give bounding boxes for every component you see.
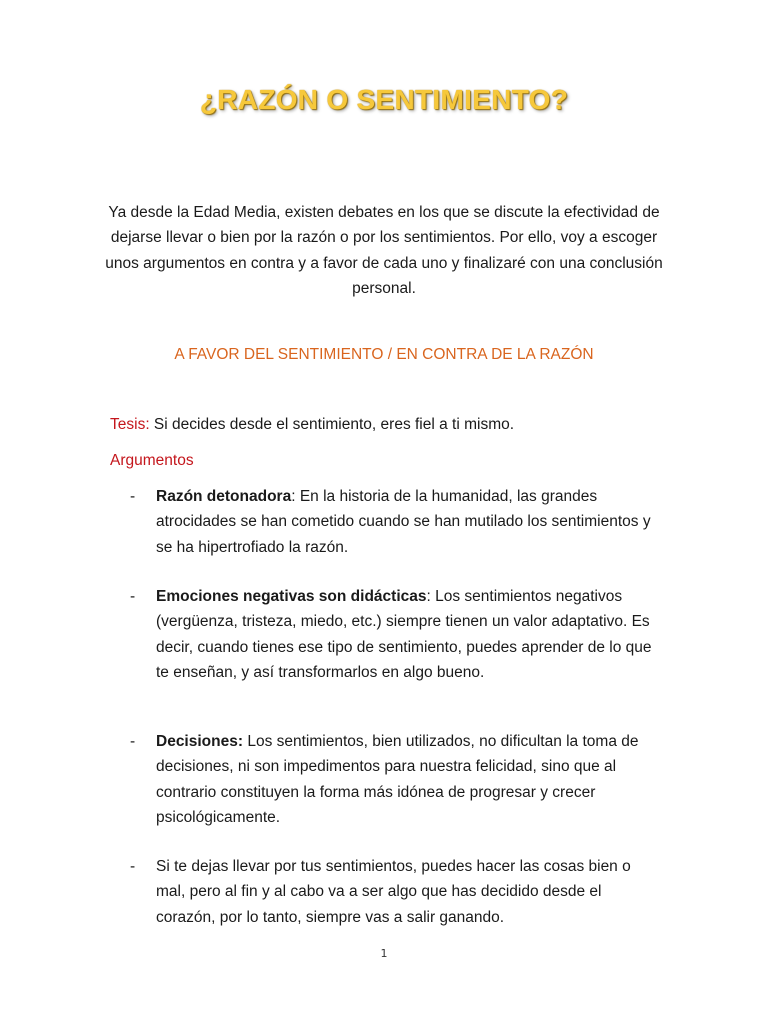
argument-body: Si te dejas llevar por tus sentimientos, puedes hacer las cosas bien o mal, pero al fin y al cabo va a ser algo que has decidido desde el corazón, por lo tanto, siempre vas a salir ganando. <box>156 858 631 926</box>
list-bullet: - <box>130 588 136 605</box>
argument-body: : Los sentimientos negativos (vergüenza, tristeza, miedo, etc.) siempre tienen un valor adaptativo. Es decir, cuando tienes ese tipo de sentimiento, puedes aprender de lo que te enseñan, y así transformarlos en algo bueno. <box>156 588 652 681</box>
argument-item <box>130 854 660 930</box>
intro-paragraph: Ya desde la Edad Media, existen debates en los que se discute la efectividad de dejarse llevar o bien por la razón o por los sentimientos. Por ello, voy a escoger unos argumentos en contra y a favor de cada uno y finalizaré con una conclusión personal. <box>105 204 663 297</box>
argument-item <box>130 729 660 830</box>
page-number: 1 <box>380 947 388 960</box>
argument-body: : En la historia de la humanidad, las grandes atrocidades se han cometido cuando se han mutilado los sentimientos y se ha hipertrofiado la razón. <box>156 488 651 556</box>
tesis-text: Si decides desde el sentimiento, eres fiel a ti mismo. <box>149 416 515 433</box>
argument-item <box>130 484 660 560</box>
tesis-label: Tesis: <box>110 416 150 433</box>
document-title: ¿RAZÓN O SENTIMIENTO? <box>199 84 569 115</box>
list-bullet: - <box>130 488 136 505</box>
section-heading: A FAVOR DEL SENTIMIENTO / EN CONTRA DE LA RAZÓN <box>174 346 594 363</box>
argument-title: Emociones negativas son didácticas <box>156 588 427 605</box>
argument-title: Decisiones: <box>156 733 244 750</box>
argument-item <box>130 584 660 685</box>
list-bullet: - <box>130 733 136 750</box>
argument-body: Los sentimientos, bien utilizados, no dificultan la toma de decisiones, ni son impedimentos para nuestra felicidad, sino que al contrario constituyen la forma más idónea de progresar y crecer psicológicamente. <box>156 733 639 826</box>
argument-text <box>156 584 660 685</box>
argument-text <box>156 854 660 930</box>
list-bullet: - <box>130 858 136 875</box>
argument-title: Razón detonadora <box>156 488 292 505</box>
argument-text <box>156 484 660 560</box>
tesis-line <box>110 416 514 434</box>
argument-text <box>156 729 660 830</box>
argumentos-heading: Argumentos <box>110 452 194 469</box>
